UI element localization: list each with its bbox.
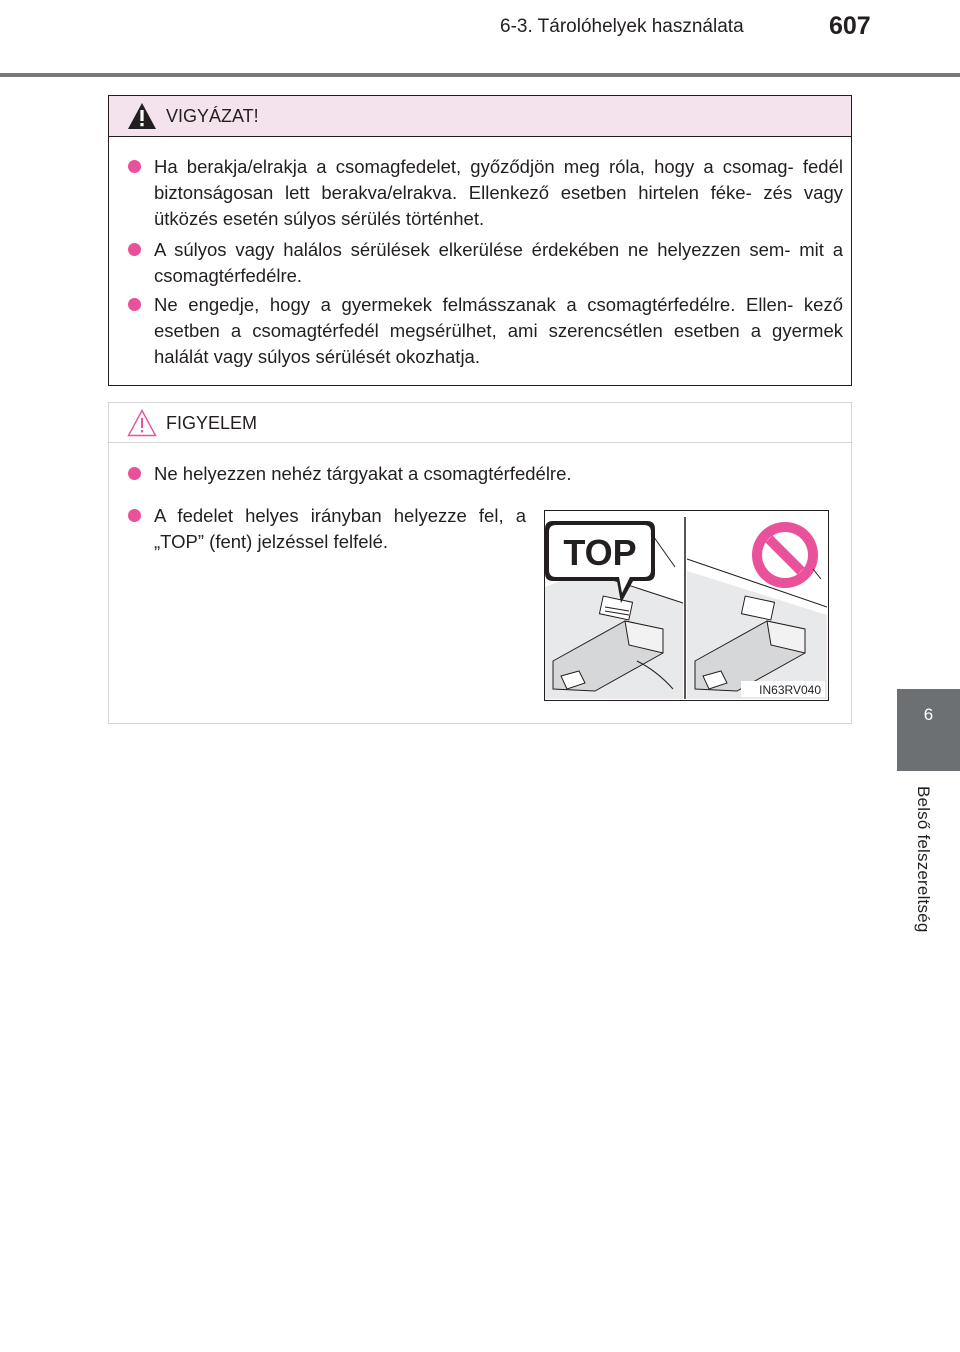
warning-triangle-icon [127,102,157,130]
header-divider [0,73,960,77]
bullet-icon [128,298,141,311]
page-number: 607 [829,12,871,40]
chapter-number: 6 [923,705,934,724]
warning-box [108,95,852,386]
warning-item [128,154,843,232]
warning-header [109,96,851,137]
bullet-icon [128,467,141,480]
illustration-drawing [545,511,827,699]
warning-item-text: Ne engedje, hogy a gyermekek felmásszanak a csomagtérfedélre. Ellen- kező esetben a csomagtérfedél megsérülhet, ami szerencsétlen esetben a gyermek halálát vagy súlyos sérülését okozhatja. [154,294,843,367]
notice-item-text: Ne helyezzen nehéz tárgyakat a csomagtérfedélre. [154,463,572,484]
bullet-icon [128,509,141,522]
warning-title: VIGYÁZAT! [166,106,259,126]
notice-item [128,503,526,555]
figure-code: IN63RV040 [759,683,821,697]
bullet-icon [128,243,141,256]
notice-item [128,461,843,487]
notice-item-text: A fedelet helyes irányban helyezze fel, a „TOP” (fent) jelzéssel felfelé. [154,505,526,552]
section-title: 6-3. Tárolóhelyek használata [500,16,744,37]
chapter-tab [897,689,960,771]
warning-item [128,292,843,370]
caution-triangle-outline-icon [127,409,157,437]
notice-title: FIGYELEM [166,413,258,433]
warning-item-text: Ha berakja/elrakja a csomagfedelet, győződjön meg róla, hogy a csomag- fedél biztonságosan lett berakva/elrakva. Ellenkező esetben hirtelen féke- zés vagy ütközés esetén súlyos sérülés történhet. [154,156,843,229]
warning-item [128,237,843,289]
warning-item-text: A súlyos vagy halálos sérülések elkerülése érdekében ne helyezzen sem- mit a csomagtérfedélre. [154,239,843,286]
notice-header [109,403,851,443]
bullet-icon [128,160,141,173]
cover-orientation-illustration [544,510,829,701]
top-callout-text: TOP [563,532,637,573]
chapter-label: Belső felszereltség [914,786,933,933]
notice-box [108,402,852,724]
